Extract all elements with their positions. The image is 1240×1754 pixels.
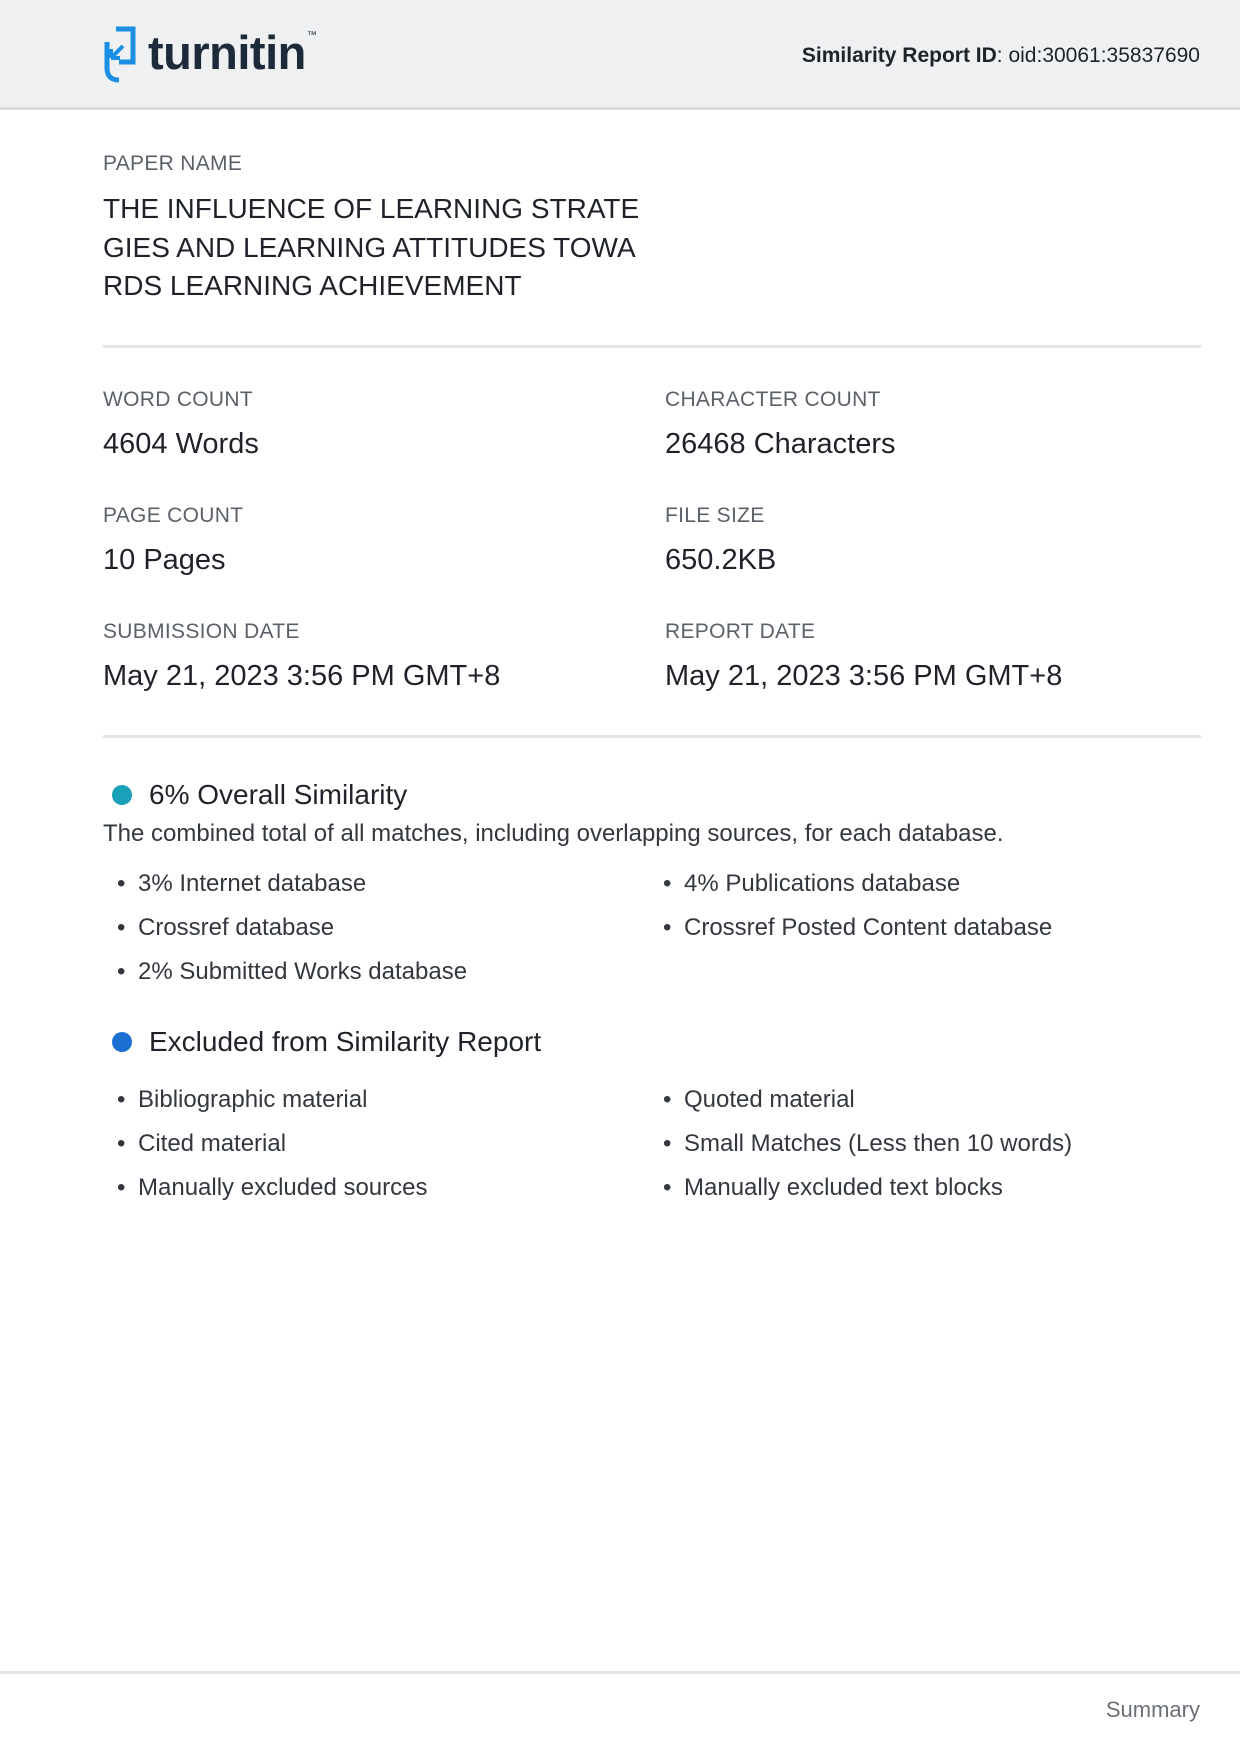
submission-date-label: SUBMISSION DATE [103,620,300,643]
word-count-value: 4604 Words [103,428,259,460]
page-count-value: 10 Pages [103,544,226,576]
paper-title-line: RDS LEARNING ACHIEVEMENT [103,270,522,301]
report-date-label: REPORT DATE [665,620,816,643]
file-size-label: FILE SIZE [665,504,765,527]
character-count-label: CHARACTER COUNT [665,388,881,411]
word-count-label: WORD COUNT [103,388,253,411]
list-item: • 3% Internet database [117,862,467,906]
paper-name-label: PAPER NAME [103,152,243,175]
list-item: • Crossref Posted Content database [663,906,1052,950]
divider [103,735,1201,738]
footer-summary-label: Summary [1105,1697,1200,1722]
excluded-heading [112,1026,541,1058]
page-count-label: PAGE COUNT [103,504,244,527]
similarity-sources-left [117,862,467,994]
paper-title [103,190,663,306]
trademark-symbol: ™ [306,29,317,41]
submission-date-value: May 21, 2023 3:56 PM GMT+8 [103,660,501,692]
turnitin-logo [102,24,317,86]
paper-title-line: GIES AND LEARNING ATTITUDES TOWA [103,231,636,263]
list-item: • Quoted material [663,1078,1072,1122]
excluded-items-right [663,1078,1072,1210]
paper-title-line: THE INFLUENCE OF LEARNING STRATE [103,193,640,224]
similarity-description: The combined total of all matches, including overlapping sources, for each database. [103,820,1004,847]
overall-similarity-heading [112,779,407,811]
report-date-value: May 21, 2023 3:56 PM GMT+8 [665,660,1063,692]
report-id-value: : oid:30061:35837690 [996,44,1200,67]
excluded-title: Excluded from Similarity Report [149,1026,542,1057]
list-item: • Manually excluded text blocks [663,1166,1072,1210]
report-header [0,0,1240,110]
list-item: • Cited material [117,1122,428,1166]
overall-similarity-title: 6% Overall Similarity [149,779,408,810]
similarity-dot-icon [112,785,132,805]
turnitin-wordmark: turnitin [148,25,306,79]
footer-divider [0,1671,1240,1674]
file-size-value: 650.2KB [665,544,777,576]
similarity-report-id [802,44,1200,68]
excluded-dot-icon [112,1032,132,1052]
character-count-value: 26468 Characters [665,428,896,460]
list-item: • 4% Publications database [663,862,1052,906]
divider [103,345,1201,348]
similarity-sources-right [663,862,1052,950]
list-item: • Bibliographic material [117,1078,428,1122]
list-item: • Crossref database [117,906,467,950]
excluded-items-left [117,1078,428,1210]
list-item: • 2% Submitted Works database [117,950,467,994]
turnitin-logo-icon [102,24,140,86]
list-item: • Small Matches (Less then 10 words) [663,1122,1072,1166]
list-item: • Manually excluded sources [117,1166,428,1210]
report-id-label: Similarity Report ID [801,44,997,67]
